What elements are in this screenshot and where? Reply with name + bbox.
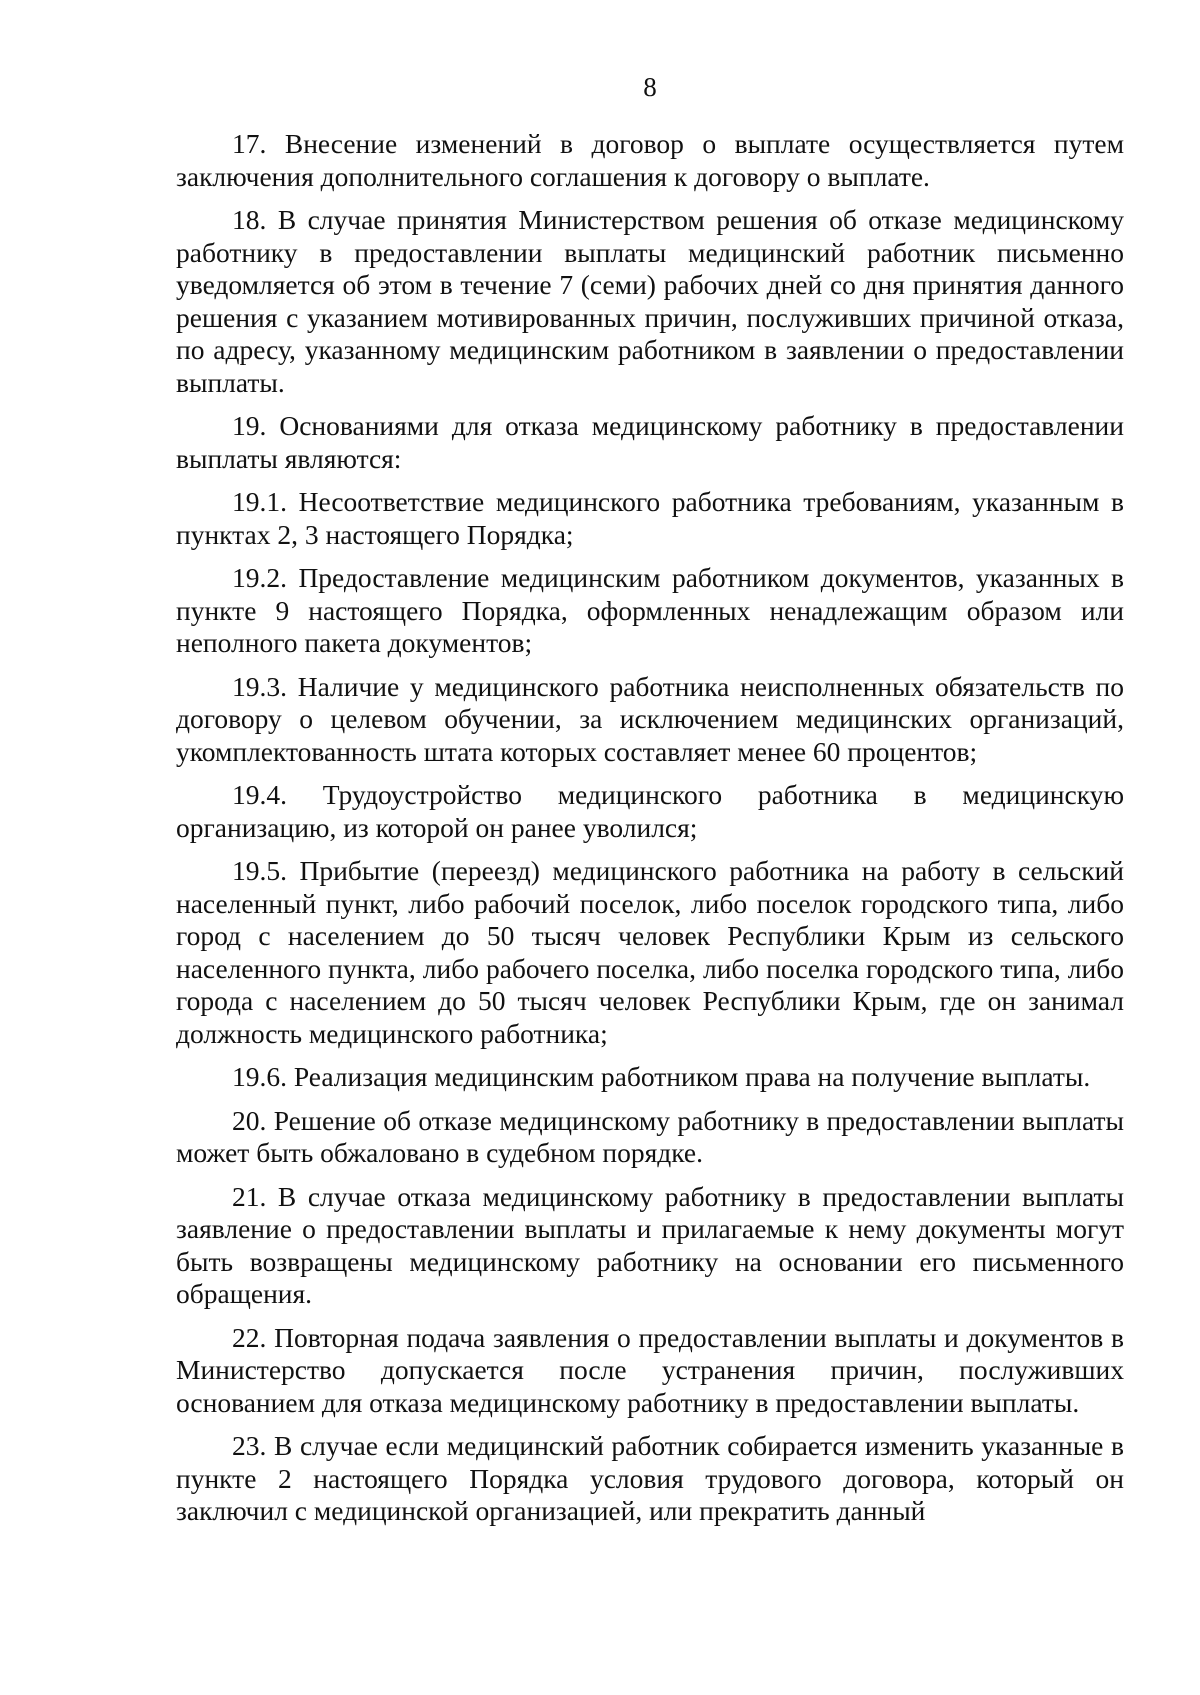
paragraph-19-6: 19.6. Реализация медицинским работником права на получение выплаты.	[232, 1061, 1091, 1092]
paragraph-20: 20. Решение об отказе медицинскому работнику в предоставлении выплаты может быть обжаловано в судебном порядке.	[176, 1104, 1124, 1168]
paragraph-21: 21. В случае отказа медицинскому работнику в предоставлении выплаты заявление о предоставлении выплаты и прилагаемые к нему документы могут быть возвращены медицинскому работнику на основании его письменного обращения.	[176, 1180, 1124, 1309]
paragraph-19: 19. Основаниями для отказа медицинскому работнику в предоставлении выплаты являются:	[176, 410, 1124, 474]
paragraph-23: 23. В случае если медицинский работник собирается изменить указанные в пункте 2 настоящего Порядка условия трудового договора, который он заключил с медицинской организацией, или прекратить данный	[176, 1430, 1124, 1526]
paragraph-19-1: 19.1. Несоответствие медицинского работника требованиям, указанным в пунктах 2, 3 настоящего Порядка;	[176, 486, 1124, 550]
paragraph-18: 18. В случае принятия Министерством решения об отказе медицинскому работнику в предоставлении выплаты медицинский работник письменно уведомляется об этом в течение 7 (семи) рабочих дней со дня принятия данного решения с указанием мотивированных причин, послуживших причиной отказа, по адресу, указанному медицинским работником в заявлении о предоставлении выплаты.	[176, 204, 1124, 398]
paragraph-19-5: 19.5. Прибытие (переезд) медицинского работника на работу в сельский населенный пункт, либо рабочий поселок, либо поселок городского типа, либо город с населением до 50 тысяч человек Республики Крым из сельского населенного пункта, либо рабочего поселка, либо поселка городского типа, либо города с населением до 50 тысяч человек Республики Крым, где он занимал должность медицинского работника;	[176, 855, 1124, 1049]
document-body	[176, 128, 1124, 1539]
paragraph-22: 22. Повторная подача заявления о предоставлении выплаты и документов в Министерство допускается после устранения причин, послуживших основанием для отказа медицинскому работнику в предоставлении выплаты.	[176, 1321, 1124, 1418]
paragraph-19-3: 19.3. Наличие у медицинского работника неисполненных обязательств по договору о целевом обучении, за исключением медицинских организаций, укомплектованность штата которых составляет менее 60 процентов;	[176, 670, 1124, 767]
page-number: 8	[643, 72, 657, 102]
paragraph-17: 17. Внесение изменений в договор о выплате осуществляется путем заключения дополнительного соглашения к договору о выплате.	[176, 128, 1124, 192]
paragraph-19-2: 19.2. Предоставление медицинским работником документов, указанных в пункте 9 настоящего Порядка, оформленных ненадлежащим образом или неполного пакета документов;	[176, 562, 1124, 658]
paragraph-19-4: 19.4. Трудоустройство медицинского работника в медицинскую организацию, из которой он ранее уволился;	[176, 779, 1124, 843]
